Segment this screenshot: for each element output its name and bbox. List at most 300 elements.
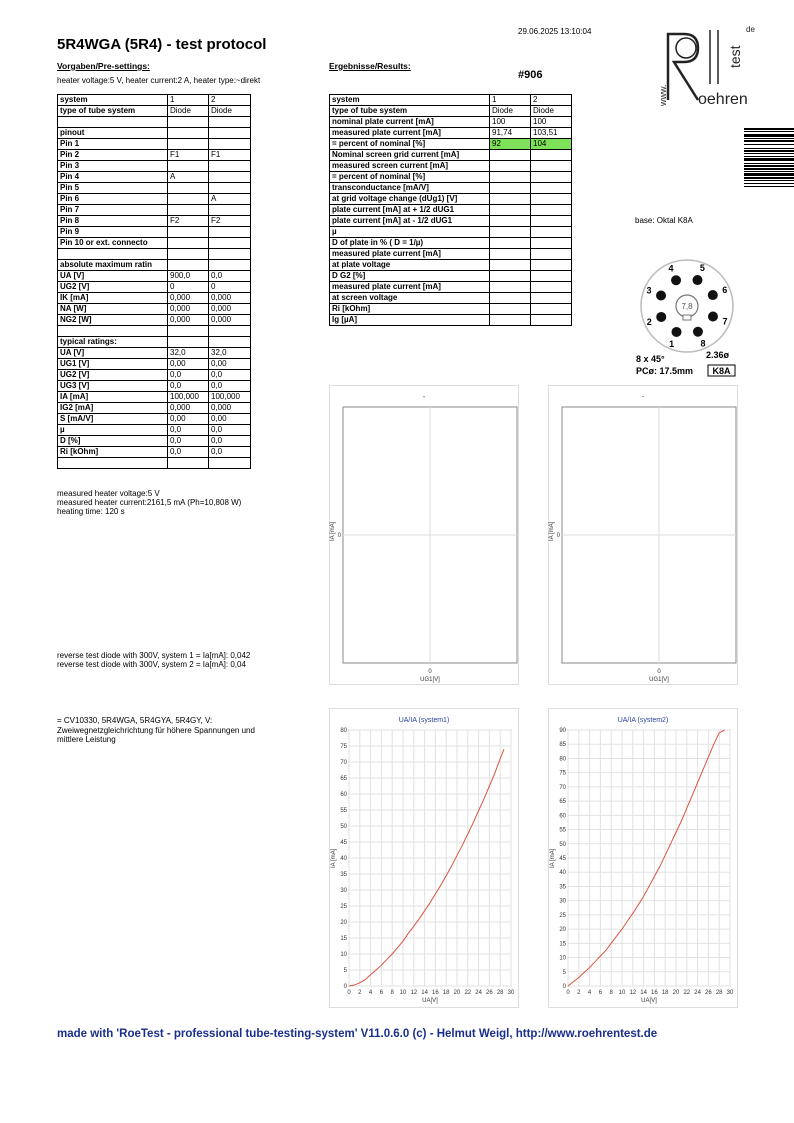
table-row xyxy=(58,260,251,271)
x-axis-label: UG1[V] xyxy=(420,677,440,683)
base-pc-label: PCø: 17.5mm xyxy=(636,366,694,376)
barcode xyxy=(744,128,794,223)
value-system2: 104 xyxy=(531,139,572,150)
row-label: = percent of nominal [%] xyxy=(330,139,490,150)
table-row xyxy=(58,304,251,315)
x-axis-label: UG1[V] xyxy=(649,677,669,683)
table-row xyxy=(330,304,572,315)
value-system1: 0,000 xyxy=(168,293,209,304)
x-tick-label: 28 xyxy=(715,990,723,996)
value-system2: 0,000 xyxy=(209,315,251,326)
row-label: Ri [kOhm] xyxy=(330,304,490,315)
results-heading: Ergebnisse/Results: xyxy=(329,61,411,71)
meas-heater-current: measured heater current:2161,5 mA (Ph=10,808 W) xyxy=(57,498,242,507)
value-system1 xyxy=(490,282,531,293)
x-tick-label: 0 xyxy=(566,990,570,996)
ua-ia-chart-system2 xyxy=(548,708,738,1008)
row-label: system xyxy=(58,95,168,106)
row-label: nominal plate current [mA] xyxy=(330,117,490,128)
x-tick-label: 24 xyxy=(475,990,482,996)
row-label: typical ratings: xyxy=(58,337,168,348)
row-label: Pin 7 xyxy=(58,205,168,216)
value-system1 xyxy=(168,183,209,194)
y-tick-label: 60 xyxy=(559,813,566,820)
row-label: absolute maximum ratin xyxy=(58,260,168,271)
barcode-bar xyxy=(744,131,794,132)
table-row xyxy=(330,194,572,205)
value-system2 xyxy=(531,304,572,315)
value-system2 xyxy=(209,172,251,183)
value-system1 xyxy=(490,315,531,326)
x-tick-label: 12 xyxy=(629,990,637,996)
row-label: IG2 [mA] xyxy=(58,403,168,414)
value-system2 xyxy=(531,205,572,216)
value-system1 xyxy=(168,161,209,172)
timestamp: 29.06.2025 13:10:04 xyxy=(518,27,592,36)
table-row xyxy=(58,172,251,183)
barcode-bar xyxy=(744,171,794,172)
protocol-number: #906 xyxy=(518,69,543,81)
y-tick-label: 80 xyxy=(340,728,347,734)
base-type-code: K8A xyxy=(712,366,731,376)
value-system1 xyxy=(490,249,531,260)
table-row xyxy=(330,315,572,326)
row-label: Pin 8 xyxy=(58,216,168,227)
value-system2: 0,000 xyxy=(209,293,251,304)
value-system2 xyxy=(531,315,572,326)
table-row xyxy=(330,128,572,139)
row-label: UA [V] xyxy=(58,348,168,359)
pin-hole xyxy=(708,290,718,300)
page-title: 5R4WGA (5R4) - test protocol xyxy=(57,36,267,53)
x-axis-label: UA[V] xyxy=(422,998,438,1004)
y-tick-label: 15 xyxy=(340,936,347,942)
row-label: D G2 [%] xyxy=(330,271,490,282)
table-row xyxy=(58,216,251,227)
value-system2 xyxy=(531,161,572,172)
y-tick-label: 30 xyxy=(340,888,347,894)
value-system2 xyxy=(209,205,251,216)
row-label: Ri [kOhm] xyxy=(58,447,168,458)
results-table xyxy=(329,94,572,326)
value-system2 xyxy=(209,238,251,249)
value-system2: 0,0 xyxy=(209,447,251,458)
y-tick-label: 0 xyxy=(556,533,560,539)
table-row xyxy=(58,139,251,150)
table-row xyxy=(58,425,251,436)
y-axis-label: IA [mA] xyxy=(549,521,555,541)
value-system1: Diode xyxy=(168,106,209,117)
value-system2: Diode xyxy=(209,106,251,117)
pin-hole xyxy=(708,311,718,321)
value-system2 xyxy=(531,216,572,227)
row-label: at grid voltage change (dUg1) [V] xyxy=(330,194,490,205)
y-axis-label: IA [mA] xyxy=(331,848,337,868)
row-label: S [mA/V] xyxy=(58,414,168,425)
row-label: pinout xyxy=(58,128,168,139)
barcode-bar xyxy=(744,144,794,145)
row-label: measured plate current [mA] xyxy=(330,128,490,139)
value-system1 xyxy=(168,194,209,205)
equivalents: = CV10330, 5R4WGA, 5R4GYA, 5R4GY, V: xyxy=(57,716,213,725)
y-tick-label: 85 xyxy=(559,742,566,749)
value-system1 xyxy=(490,205,531,216)
value-system2 xyxy=(531,194,572,205)
y-tick-label: 10 xyxy=(559,955,566,962)
table-row xyxy=(58,205,251,216)
presettings-heading: Vorgaben/Pre-settings: xyxy=(57,61,150,71)
y-tick-label: 45 xyxy=(559,856,566,862)
table-row xyxy=(330,161,572,172)
x-tick-label: 18 xyxy=(442,990,450,996)
value-system2: 0,000 xyxy=(209,304,251,315)
barcode-bar xyxy=(744,163,794,164)
logo-www: www. xyxy=(658,84,668,106)
x-tick-label: 4 xyxy=(587,990,592,996)
pin-hole xyxy=(692,275,702,285)
value-system1 xyxy=(168,249,209,260)
value-system2 xyxy=(531,238,572,249)
barcode-bar xyxy=(744,134,794,137)
x-tick-label: 0 xyxy=(347,990,351,996)
value-system2 xyxy=(209,117,251,128)
table-row xyxy=(58,337,251,348)
y-tick-label: 70 xyxy=(559,784,566,791)
y-tick-label: 65 xyxy=(340,776,347,782)
value-system1: 0,000 xyxy=(168,304,209,315)
value-system2: 2 xyxy=(209,95,251,106)
row-label: at screen voltage xyxy=(330,293,490,304)
y-tick-label: 75 xyxy=(340,744,347,750)
table-row xyxy=(58,161,251,172)
logo-oehren: oehren xyxy=(698,91,748,108)
row-label: µ xyxy=(330,227,490,238)
y-tick-label: 10 xyxy=(340,952,347,958)
base-dim-left: 8 x 45° xyxy=(636,354,665,364)
value-system1: 100,000 xyxy=(168,392,209,403)
barcode-bar xyxy=(744,156,794,157)
base-center-label: 7,8 xyxy=(681,302,693,311)
table-row xyxy=(58,106,251,117)
table-row xyxy=(58,249,251,260)
x-tick-label: 20 xyxy=(672,990,680,996)
value-system1: 0,000 xyxy=(168,403,209,414)
value-system2 xyxy=(531,271,572,282)
value-system2: 0,0 xyxy=(209,436,251,447)
value-system1: 92 xyxy=(490,139,531,150)
barcode-bar xyxy=(744,165,794,167)
pin-hole xyxy=(693,327,703,337)
barcode-bar xyxy=(744,183,794,184)
table-row xyxy=(330,117,572,128)
value-system2: 32,0 xyxy=(209,348,251,359)
table-row xyxy=(330,216,572,227)
pin-number: 1 xyxy=(669,339,675,350)
footer-credit: made with 'RoeTest - professional tube-testing-system' V11.0.6.0 (c) - Helmut Weigl, http://www.roehrentest.de xyxy=(57,1028,658,1040)
table-row xyxy=(58,370,251,381)
x-tick-label: 0 xyxy=(657,669,661,675)
table-row xyxy=(58,359,251,370)
table-row xyxy=(58,458,251,469)
value-system2: 0 xyxy=(209,282,251,293)
barcode-bar xyxy=(744,153,794,154)
value-system1 xyxy=(490,183,531,194)
row-label: measured plate current [mA] xyxy=(330,282,490,293)
x-tick-label: 30 xyxy=(726,990,734,996)
value-system1 xyxy=(168,227,209,238)
value-system2 xyxy=(531,260,572,271)
row-label: plate current [mA] at + 1/2 dUG1 xyxy=(330,205,490,216)
value-system2 xyxy=(531,249,572,260)
pin-number: 6 xyxy=(722,284,728,295)
value-system1 xyxy=(490,194,531,205)
barcode-bar xyxy=(744,150,794,152)
table-row xyxy=(58,282,251,293)
chart-title: - xyxy=(641,394,645,401)
table-row xyxy=(330,95,572,106)
value-system1 xyxy=(168,205,209,216)
row-label: measured screen current [mA] xyxy=(330,161,490,172)
y-tick-label: 5 xyxy=(343,968,347,974)
ua-ia-chart-system1 xyxy=(329,708,519,1008)
x-tick-label: 14 xyxy=(421,990,428,996)
row-label: Pin 1 xyxy=(58,139,168,150)
barcode-bar xyxy=(744,158,794,161)
value-system1: 0,0 xyxy=(168,436,209,447)
row-label: IA [mA] xyxy=(58,392,168,403)
pin-number: 2 xyxy=(646,317,652,328)
y-tick-label: 90 xyxy=(559,728,566,734)
y-tick-label: 0 xyxy=(337,533,341,539)
x-tick-label: 26 xyxy=(486,990,493,996)
y-tick-label: 15 xyxy=(559,941,566,948)
y-tick-label: 65 xyxy=(559,799,566,806)
pin-number: 3 xyxy=(646,285,652,296)
value-system1 xyxy=(168,128,209,139)
value-system1 xyxy=(168,139,209,150)
value-system2: F1 xyxy=(209,150,251,161)
y-tick-label: 5 xyxy=(562,969,566,976)
table-row xyxy=(330,139,572,150)
x-tick-label: 24 xyxy=(694,990,701,996)
barcode-bar xyxy=(744,168,794,170)
value-system1 xyxy=(490,150,531,161)
pin-number: 8 xyxy=(700,338,706,349)
pin-hole xyxy=(672,327,682,337)
value-system1 xyxy=(490,161,531,172)
value-system2: 0,00 xyxy=(209,414,251,425)
value-system1 xyxy=(168,238,209,249)
value-system2 xyxy=(531,282,572,293)
value-system1: 1 xyxy=(168,95,209,106)
y-tick-label: 75 xyxy=(559,770,566,777)
value-system1 xyxy=(168,326,209,337)
table-row xyxy=(330,106,572,117)
table-row xyxy=(330,183,572,194)
value-system2: 0,0 xyxy=(209,271,251,282)
value-system2: F2 xyxy=(209,216,251,227)
pin-hole xyxy=(656,291,666,301)
table-row xyxy=(58,271,251,282)
value-system1: F2 xyxy=(168,216,209,227)
x-tick-label: 14 xyxy=(640,990,647,996)
value-system1: A xyxy=(168,172,209,183)
row-label: system xyxy=(330,95,490,106)
x-tick-label: 16 xyxy=(432,990,439,996)
table-row xyxy=(330,172,572,183)
table-row xyxy=(58,381,251,392)
row-label: UG3 [V] xyxy=(58,381,168,392)
table-row xyxy=(330,293,572,304)
value-system2: 0,0 xyxy=(209,370,251,381)
row-label: Pin 4 xyxy=(58,172,168,183)
chart-title: - xyxy=(422,394,426,401)
value-system2: 0,0 xyxy=(209,381,251,392)
y-tick-label: 35 xyxy=(340,872,347,878)
value-system1: F1 xyxy=(168,150,209,161)
x-tick-label: 2 xyxy=(577,990,581,996)
x-tick-label: 30 xyxy=(507,990,515,996)
table-row xyxy=(58,194,251,205)
x-tick-label: 20 xyxy=(453,990,461,996)
value-system2: 0,000 xyxy=(209,403,251,414)
x-tick-label: 26 xyxy=(705,990,712,996)
pin-number: 7 xyxy=(722,316,728,327)
chart-title: UA/IA (system2) xyxy=(617,717,669,724)
table-row xyxy=(58,128,251,139)
table-row xyxy=(330,205,572,216)
value-system1: 900,0 xyxy=(168,271,209,282)
y-tick-label: 25 xyxy=(559,912,566,919)
row-label xyxy=(58,458,168,469)
y-tick-label: 60 xyxy=(340,792,347,798)
value-system1 xyxy=(490,216,531,227)
value-system2 xyxy=(209,183,251,194)
value-system2 xyxy=(209,260,251,271)
row-label xyxy=(58,326,168,337)
value-system2 xyxy=(531,227,572,238)
y-tick-label: 50 xyxy=(559,841,566,848)
y-tick-label: 20 xyxy=(559,927,566,934)
value-system2 xyxy=(209,326,251,337)
table-row xyxy=(330,238,572,249)
value-system1 xyxy=(490,238,531,249)
value-system2 xyxy=(531,150,572,161)
x-tick-label: 22 xyxy=(683,990,691,996)
presettings-table xyxy=(57,94,251,469)
value-system1: 0,00 xyxy=(168,359,209,370)
value-system1 xyxy=(490,260,531,271)
y-tick-label: 55 xyxy=(340,808,347,814)
row-label: Pin 3 xyxy=(58,161,168,172)
y-tick-label: 40 xyxy=(559,870,566,877)
value-system2: A xyxy=(209,194,251,205)
barcode-bar xyxy=(744,173,794,176)
row-label: Ig [µA] xyxy=(330,315,490,326)
description-1: Zweiwegnetzgleichrichtung für höhere Spannungen und xyxy=(57,726,255,735)
pin-hole xyxy=(656,312,666,322)
grid-chart-2 xyxy=(548,385,738,685)
x-axis-label: UA[V] xyxy=(641,998,657,1004)
y-tick-label: 0 xyxy=(343,984,347,990)
y-tick-label: 70 xyxy=(340,760,347,766)
value-system2 xyxy=(209,128,251,139)
table-row xyxy=(330,271,572,282)
y-tick-label: 45 xyxy=(340,840,347,846)
y-tick-label: 20 xyxy=(340,920,347,926)
row-label: IK [mA] xyxy=(58,293,168,304)
table-row xyxy=(58,238,251,249)
row-label: Pin 6 xyxy=(58,194,168,205)
value-system1 xyxy=(490,304,531,315)
table-row xyxy=(58,150,251,161)
value-system1 xyxy=(490,293,531,304)
value-system2 xyxy=(209,458,251,469)
x-tick-label: 6 xyxy=(598,990,603,996)
value-system1: 91,74 xyxy=(490,128,531,139)
base-dim-right: 2.36ø xyxy=(706,350,730,360)
y-tick-label: 40 xyxy=(340,856,347,862)
table-row xyxy=(58,293,251,304)
value-system2 xyxy=(531,172,572,183)
row-label: plate current [mA] at - 1/2 dUG1 xyxy=(330,216,490,227)
value-system2 xyxy=(209,161,251,172)
x-tick-label: 0 xyxy=(428,669,432,675)
x-tick-label: 2 xyxy=(358,990,362,996)
value-system2 xyxy=(209,139,251,150)
meas-heating-time: heating time: 120 s xyxy=(57,507,125,516)
row-label: UG1 [V] xyxy=(58,359,168,370)
value-system2 xyxy=(531,183,572,194)
barcode-bar xyxy=(744,140,794,142)
row-label: Nominal screen grid current [mA] xyxy=(330,150,490,161)
row-label: Pin 9 xyxy=(58,227,168,238)
row-label: = percent of nominal [%] xyxy=(330,172,490,183)
grid-chart-1 xyxy=(329,385,519,685)
table-row xyxy=(58,348,251,359)
description-2: mittlere Leistung xyxy=(57,735,116,744)
table-row xyxy=(58,315,251,326)
x-tick-label: 28 xyxy=(496,990,504,996)
x-tick-label: 10 xyxy=(618,990,626,996)
value-system1: 32,0 xyxy=(168,348,209,359)
reverse-test-2: reverse test diode with 300V, system 2 = Ia[mA]: 0,04 xyxy=(57,660,246,669)
value-system2: 0,0 xyxy=(209,425,251,436)
tube-base-diagram xyxy=(632,258,742,380)
row-label: Pin 2 xyxy=(58,150,168,161)
y-tick-label: 25 xyxy=(340,904,347,910)
value-system1 xyxy=(490,271,531,282)
value-system1: 0,00 xyxy=(168,414,209,425)
table-row xyxy=(58,392,251,403)
x-tick-label: 18 xyxy=(661,990,669,996)
x-tick-label: 10 xyxy=(399,990,407,996)
value-system2 xyxy=(531,293,572,304)
value-system1: 0,0 xyxy=(168,381,209,392)
table-row xyxy=(330,260,572,271)
table-row xyxy=(330,150,572,161)
table-row xyxy=(330,282,572,293)
x-tick-label: 12 xyxy=(410,990,418,996)
row-label: Pin 10 or ext. connecto xyxy=(58,238,168,249)
table-row xyxy=(330,227,572,238)
row-label xyxy=(58,249,168,260)
table-row xyxy=(58,117,251,128)
table-row xyxy=(58,326,251,337)
table-row xyxy=(58,95,251,106)
chart-title: UA/IA (system1) xyxy=(398,717,450,724)
value-system2: 0,00 xyxy=(209,359,251,370)
